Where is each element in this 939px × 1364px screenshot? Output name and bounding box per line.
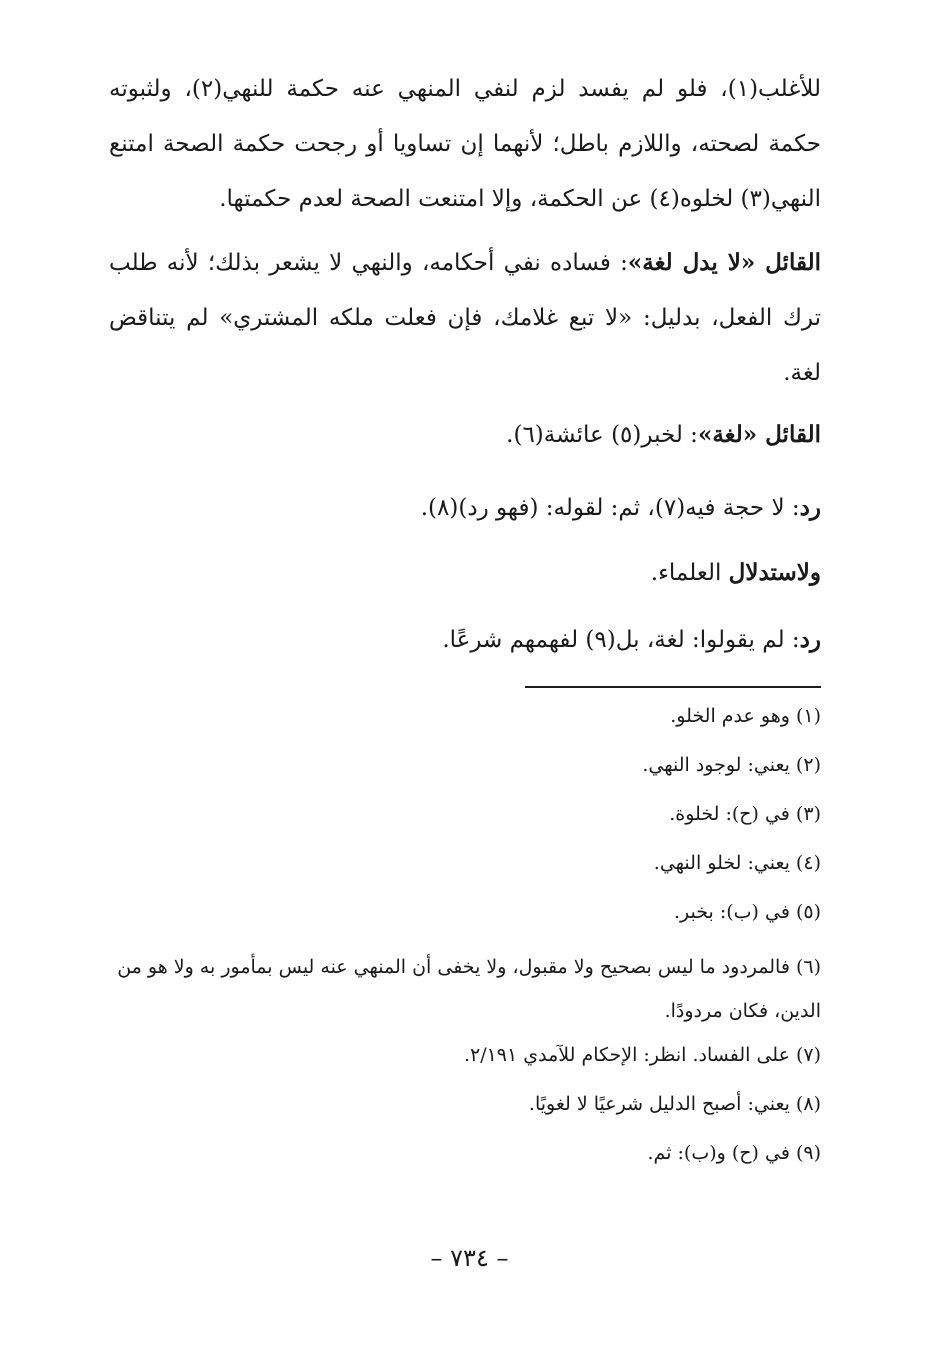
footnote: (٧) على الفساد. انظر: الإحكام للآمدي ٢/١٩١. — [463, 1044, 821, 1066]
footnote: (٩) في (ح) و(ب): ثم. — [647, 1142, 821, 1164]
footnote: (٥) في (ب): بخبر. — [673, 901, 821, 923]
paragraph-continuation: للأغلب(١)، فلو لم يفسد لزم لنفي المنهي عنه حكمة للنهي(٢)، ولثبوته حكمة لصحته، واللازم باطل؛ لأنهما إن تساويا أو رجحت حكمة الصحة امتنع النهي(٣) لخلوه(٤) عن الحكمة، وإلا امتنعت الصحة لعدم حكمتها. — [109, 76, 822, 212]
statement-text: : لخبر(٥) عائشة(٦). — [506, 422, 698, 448]
paragraph-lead: القائل «لا يدل لغة» — [627, 249, 822, 276]
page-number: – ٧٣٤ – — [430, 1244, 509, 1272]
rebuttal-text: : لم يقولوا: لغة، بل(٩) لفهمهم شرعًا. — [442, 627, 800, 653]
statement-lugha — [506, 417, 821, 453]
footnote-divider — [525, 686, 821, 688]
statement-scholars — [651, 555, 821, 591]
footnote: (٤) يعني: لخلو النهي. — [653, 852, 821, 874]
statement-text: العلماء. — [650, 560, 729, 586]
statement-lead: القائل «لغة» — [697, 421, 821, 448]
footnotes-list — [99, 700, 821, 1186]
footnote: (٣) في (ح): لخلوة. — [669, 803, 821, 825]
paragraph-text: : فساده نفي أحكامه، والنهي لا يشعر بذلك؛ لأنه طلب ترك الفعل، بدليل: «لا تبع غلامك، فإن فعلت ملكه المشتري» لم يتناقض لغة. — [109, 250, 821, 386]
footnote: (٦) فالمردود ما ليس بصحيح ولا مقبول، ولا يخفى أن المنهي عنه ليس بمأمور به ولا هو من الدين، فكان مردودًا. — [117, 956, 821, 1022]
footnote: (١) وهو عدم الخلو. — [670, 705, 821, 727]
rebuttal-1 — [421, 490, 821, 526]
footnote: (٢) يعني: لوجود النهي. — [642, 754, 821, 776]
statement-lead: ولاستدلال — [728, 559, 821, 586]
footnote: (٨) يعني: أصبح الدليل شرعيًا لا لغويًا. — [528, 1093, 821, 1115]
rebuttal-text: : لا حجة فيه(٧)، ثم: لقوله: (فهو رد)(٨). — [420, 495, 800, 521]
rebuttal-lead: رد — [799, 626, 821, 653]
rebuttal-lead: رد — [799, 494, 821, 521]
paragraph-lugha-negation — [109, 235, 821, 401]
rebuttal-2 — [442, 622, 821, 658]
